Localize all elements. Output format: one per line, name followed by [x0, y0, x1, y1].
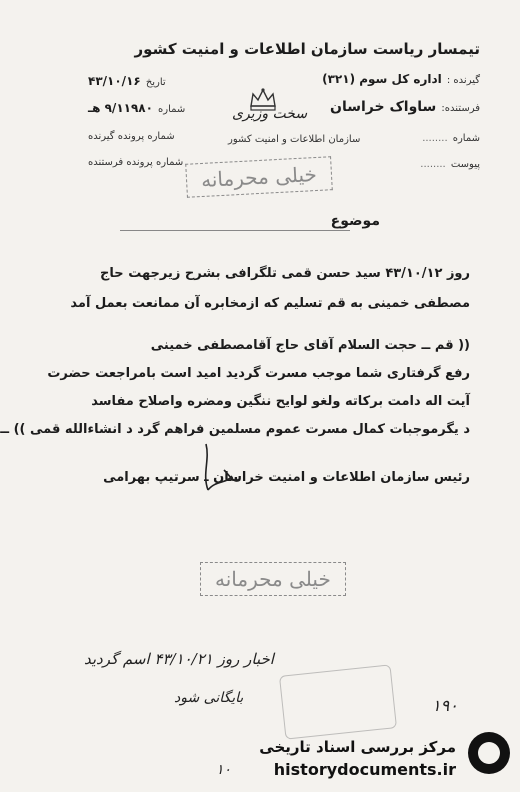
- recipient-file-label: شماره پرونده گیرنده: [88, 131, 175, 142]
- site-url: historydocuments.ir: [273, 760, 456, 779]
- handwritten-signature-note: سخت وزیری: [232, 106, 308, 122]
- recipient-row: [322, 68, 480, 87]
- recipient-value: اداره کل سوم (۳۲۱): [322, 72, 442, 86]
- recipient-label: گیرنده :: [446, 75, 480, 86]
- recipient-file-row: [88, 124, 175, 143]
- signature-line: رئیس سازمان اطلاعات و امنیت خراسان ـ سرتیپ بهرامی: [103, 470, 470, 485]
- reference-label: شماره: [158, 104, 186, 115]
- classification-stamp-top: خیلی محرمانه: [185, 156, 332, 198]
- handwritten-annotation-2: بایگانی شود: [174, 690, 244, 706]
- sender-value: ساواک خراسان: [330, 99, 437, 115]
- site-name: مرکز بررسی اسناد تاریخی: [259, 738, 456, 756]
- number-label: شماره: [452, 133, 480, 144]
- body-line-5: آیت اله دامت برکاته ولغو لوایح ننگین ومضره واصلاح مفاسد: [91, 394, 470, 409]
- subject-label: موضوع: [330, 213, 380, 229]
- sender-label: فرستنده:: [441, 103, 480, 114]
- handwritten-annotation-4: ۱۰: [216, 762, 232, 778]
- reference-value: ۹/۱۱۹۸۰ هـ: [88, 101, 153, 115]
- site-logo-icon: [468, 732, 510, 774]
- body-line-3: (( قم ــ حجت السلام آقای حاج آقامصطفی خمینی: [150, 338, 470, 353]
- classification-stamp-bottom: خیلی محرمانه: [200, 562, 346, 596]
- attachment-label: پیوست: [450, 159, 480, 170]
- sender-row: [330, 96, 480, 115]
- date-row: [88, 70, 166, 89]
- body-line-4: رفع گرفتاری شما موجب مسرت گردید امید است بامراجعت حضرت: [47, 366, 470, 381]
- handwritten-annotation-1: اخبار روز ۴۳/۱۰/۲۱ اسم گردید: [84, 650, 274, 668]
- receipt-stamp: [279, 664, 397, 739]
- number-row: شماره ........: [422, 133, 480, 144]
- body-line-2: مصطفی خمینی به قم تسلیم که ازمخابره آن ممانعت بعمل آمد: [70, 296, 470, 311]
- handwritten-annotation-3: ۱۹۰: [432, 696, 458, 715]
- sender-file-row: [88, 150, 183, 169]
- reference-row: [88, 97, 185, 116]
- subject-divider: [120, 230, 350, 231]
- body-line-6: د یگرموجبات کمال مسرت عموم مسلمین فراهم گرد د انشاءالله قمی )) ــ: [0, 422, 470, 437]
- sender-file-label: شماره پرونده فرستنده: [88, 157, 184, 168]
- body-line-1: روز ۴۳/۱۰/۱۲ سید حسن قمی تلگرافی بشرح زیرجهت حاج: [100, 266, 470, 281]
- emblem-caption: سازمان اطلاعات و امنیت کشور: [228, 134, 361, 145]
- date-label: تاریخ: [145, 77, 166, 88]
- date-value: ۴۳/۱۰/۱۶: [88, 74, 141, 88]
- attachment-row: پیوست ........: [420, 159, 480, 170]
- signature-scribble-icon: [196, 440, 246, 496]
- document-title: تیمسار ریاست سازمان اطلاعات و امنیت کشور: [134, 40, 480, 58]
